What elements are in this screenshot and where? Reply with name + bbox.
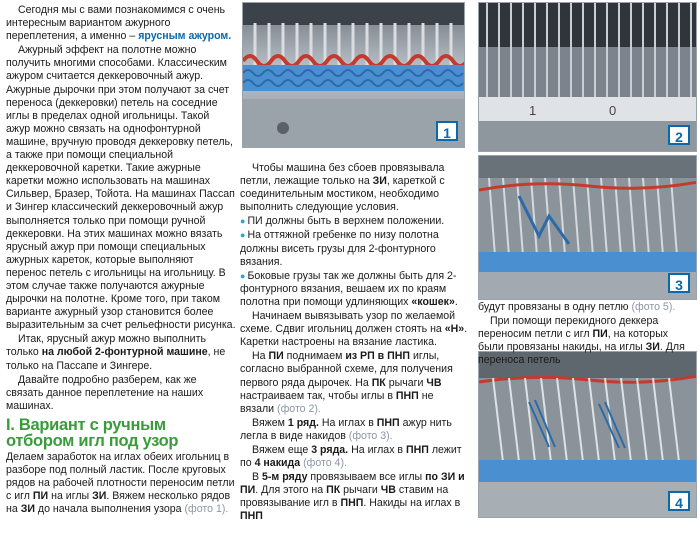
bullet-1 [240,215,468,228]
row1-t3: ажур нить легла в виде накидов [240,416,452,442]
instr-text-3: . Вяжем несколько рядов на [6,490,231,516]
row5-b3: ПК [326,484,341,497]
start-text-1: Начинаем вывязывать узор по желаемой схеме. Сдвиг игольниц должен стоять на [240,310,456,336]
step-row5-paragraph [240,471,468,523]
photo-ref-4: (фото 4). [300,457,347,470]
raise-t2: поднимаем [283,350,346,363]
row5-t6: . Накиды на иглах в [363,497,461,510]
photo-2-label: 2 [668,125,690,145]
transition-paragraph: Давайте подробно разберем, как же связать данное переплетение на наших машинах. [6,373,204,412]
conditions-paragraph [240,162,468,214]
bullet-icon: ● [240,230,246,241]
row5-t4: рычаги [340,484,381,497]
continuation-paragraph [478,301,696,314]
svg-text:1: 1 [529,103,537,118]
cond-text-2: , кареткой с соединительным мостиком, необходимо выполнить следующие условия. [240,175,445,214]
bullet-3-bold: «кошек» [411,295,455,308]
raise-b2: из РП в ПНП [345,350,411,363]
cond-text-1: Чтобы машина без сбоев провязывала петли, лежащие только на [240,162,445,188]
instructions-paragraph [6,451,236,516]
svg-text:0: 0 [609,103,617,118]
row1-t2: На иглах в [318,416,377,429]
bullet-3-text: Боковые грузы так же должны быть для 2-фонтурного вязания, вешаем их по краям полотна при помощи удлиняющих [240,269,457,308]
column-middle [240,162,468,525]
raise-b5: ПНП [395,389,419,402]
row5-t5: ставим на провязывание игл в [240,484,449,510]
summary-text: Итак, ярусный ажур можно выполнить только [6,333,206,359]
transfer-paragraph [478,315,696,367]
column-right [478,301,696,368]
instr-bold-2: ЗИ [92,490,107,503]
transfer-t1: При помощи перекидного деккера переносим петли с игл [478,315,659,341]
row5-b1: 5-м ряду [262,471,308,484]
bullet-3-end: . [454,295,458,308]
row1-t1: Вяжем [252,416,288,429]
row5-b6: ПНП [240,510,263,523]
cont-text: будут провязаны в одну петлю [478,301,632,313]
photo-2-image [479,3,697,152]
start-paragraph [240,310,468,349]
intro-emphasis: ярусным ажуром. [138,30,232,43]
instr-text-4: до начала выполнения узора [34,503,185,516]
raise-b4: ЧВ [426,376,442,389]
photo-4-label: 4 [668,491,690,511]
photo-4 [478,351,697,518]
row1-b2: ПНП [376,416,400,429]
start-bold: «Н» [444,323,465,336]
raise-t1: На [252,350,269,363]
intro-paragraph [6,4,236,43]
instr-bold-3: ЗИ [20,503,35,516]
row3-b3: 4 накида [254,457,301,470]
column-left [6,4,236,517]
bullet-3 [240,270,468,309]
row3-b2: ПНП [406,443,429,456]
transfer-t3: . Для переноса петель [478,341,685,367]
step-row3-paragraph [240,444,468,470]
section-heading: I. Вариант с ручным отбором игл под узор [6,415,179,450]
raise-t5: настраиваем так, чтобы иглы в [240,389,396,402]
bullet-1-text: ПИ должны быть в верхнем положении. [247,215,445,228]
raise-t6: не вязали [240,389,434,415]
photo-2 [478,2,697,152]
photo-3 [478,155,697,300]
summary-paragraph [6,333,236,372]
photo-1-label: 1 [436,121,458,141]
transfer-t2: , на которых были провязаны накиды, на иглы [478,328,669,354]
step-row1-paragraph [240,417,468,443]
photo-1 [242,2,465,148]
row5-t3: . Для этого на [255,484,327,497]
row1-b1: 1 ряд. [287,416,319,429]
row5-b5: ПНП [340,497,364,510]
raise-t4: рычаги [385,376,427,389]
step-raise-paragraph [240,350,468,415]
start-text-2: . Каретки настроены на вязание ластика. [240,323,468,349]
photo-4-image [479,352,697,518]
photo-ref-1: (фото 1). [184,503,229,516]
photo-3-image [479,156,697,300]
row3-b1: 3 ряда. [311,443,349,456]
raise-b1: ПИ [268,350,284,363]
raise-b3: ПК [371,376,386,389]
row5-t1: В [252,471,263,484]
bullet-icon: ● [240,216,246,227]
row3-t1: Вяжем еще [252,443,312,456]
summary-emphasis: на любой 2-фонтурной машине [41,346,208,359]
bullet-2-text: На оттяжной гребенке по низу полотна должны висеть грузы для 2-фонтурного вязания. [240,229,439,268]
summary-text-end: , не только на Пассапе и Зингере. [6,346,226,372]
row5-b2: по ЗИ и ПИ [240,471,465,497]
photo-3-label: 3 [668,273,690,293]
row5-b4: ЧВ [380,484,396,497]
transfer-b1: ПИ [592,328,608,341]
bullet-2 [240,229,468,268]
intro-text: Сегодня мы с вами познакомимся с очень интересным вариантом ажурного переплетения, а именно – [6,4,226,43]
row3-t2: На иглах в [348,443,407,456]
row3-t3: лежит по [240,443,462,470]
raise-t3: иглы, согласно выбранной схеме, для получения первого ряда дырочек. На [240,350,453,389]
instr-text-1: Делаем заработок на иглах обеих игольниц в разборе под полный ластик. После круговых рядов на рабочей плотности переносим петли с игл [6,450,235,503]
photo-ref-2: (фото 2). [277,402,321,415]
cond-bold: ЗИ [372,175,387,188]
photo-ref-5: (фото 5). [631,301,676,313]
bullet-icon: ● [240,270,246,281]
row5-t2: провязываем все иглы [307,471,426,484]
transfer-b2: ЗИ [645,341,660,354]
body-paragraph: Ажурный эффект на полотне можно получить многими способами. Классическим ажуром считается деккеровочный ажур. Ажурные дырочки при этом получают за счет переноса (деккеровки) петель на соседние иглы в пределах одной игольницы. Такой ажур можно связать на однофонтурной машине, вручную проводя деккеровку петель, а также при помощи специальной деккеровочной каретки. Такие ажурные каретки можно использовать на машинах Сильвер, Бразер, Тойота. На машинах Пассап и Зингер классический деккеровочный ажур выполняется только при помощи ручной деккеровки. На этих машинах можно вязать ярусный ажур при помощи специальных ажурных кареток, которые выполняют перенос петель с игольницы на игольницу. В этом случае также получаются ажурные дырочки на полотне. Кроме того, при таком варианте ажурный узор становится более выразительным за счет рельефности рисунка. [6,44,236,332]
instr-bold-1: ПИ [32,490,49,503]
instr-text-2: на иглы [48,490,93,503]
photo-ref-3: (фото 3). [348,429,393,442]
photo-1-image [243,3,465,148]
